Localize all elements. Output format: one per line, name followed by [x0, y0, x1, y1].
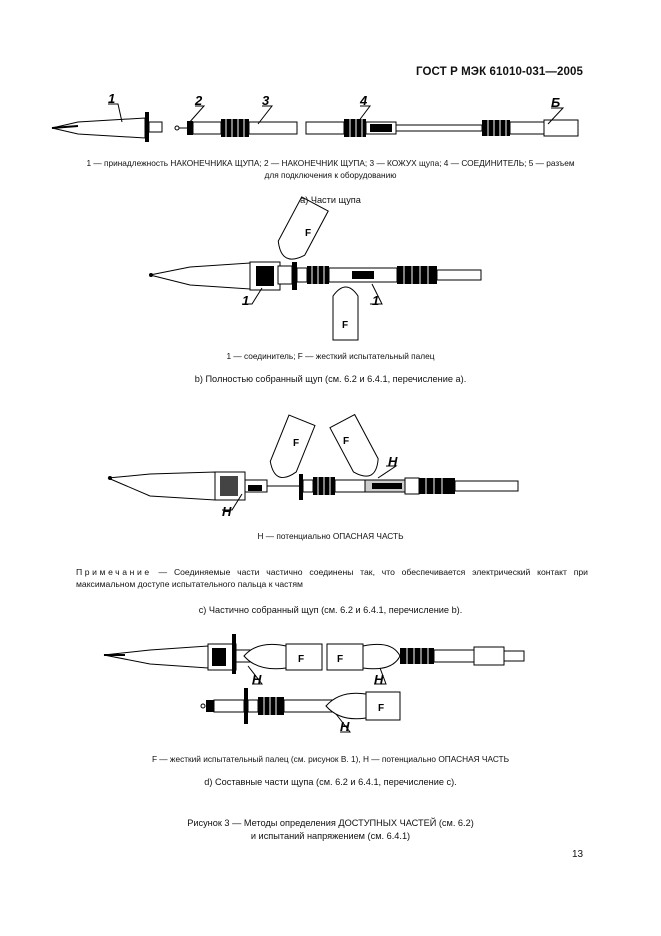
- figure-caption-line2: и испытаний напряжением (см. 6.4.1): [250, 831, 411, 841]
- legend-part-c: H — потенциально ОПАСНАЯ ЧАСТЬ: [257, 531, 404, 541]
- legend-part-d: F — жесткий испытательный палец (см. рисунок В. 1), H — потенциально ОПАСНАЯ ЧАСТЬ: [151, 754, 510, 764]
- finger-label-d-mid: F: [337, 654, 344, 665]
- legend-part-b: 1 — соединитель; F — жесткий испытательный палец: [226, 351, 435, 361]
- note-label: Примечание: [76, 567, 152, 577]
- legend-part-a-line1: 1 — принадлежность НАКОНЕЧНИКА ЩУПА; 2 — НАКОНЕЧНИК ЩУПА; 3 — КОЖУХ щупа; 4 — СОЕДИНИТЕЛЬ; 5 — разъем: [86, 158, 575, 168]
- callout-5: Б: [551, 95, 561, 110]
- subtitle-part-a: а) Части щупа: [300, 195, 361, 205]
- callout-2: 2: [195, 93, 203, 108]
- finger-label-d-bottom: F: [378, 703, 385, 714]
- finger-label-d-left: F: [298, 654, 305, 665]
- callout-c-h-right: H: [388, 454, 398, 469]
- callout-3: 3: [262, 93, 270, 108]
- finger-label-c-left: F: [293, 438, 300, 449]
- callout-c-h-left: H: [222, 504, 232, 519]
- callout-1: 1: [108, 91, 116, 106]
- callout-b-1-left: 1: [242, 293, 250, 308]
- callout-d-h-2: H: [374, 672, 384, 687]
- callout-d-h-1: H: [252, 672, 262, 687]
- note-text: — Соединяемые части частично соединены так, что обеспечивается электрический контакт при максимальном доступе испытательного пальца к частям: [76, 567, 588, 589]
- subtitle-part-b: b) Полностью собранный щуп (см. 6.2 и 6.4.1, перечисление а).: [194, 374, 467, 384]
- legend-part-a-line2: для подключения к оборудованию: [264, 170, 397, 180]
- standard-header: ГОСТ Р МЭК 61010-031—2005: [416, 66, 583, 78]
- test-finger-top: [273, 197, 328, 265]
- finger-label-top: F: [305, 228, 312, 239]
- callout-d-h-3: H: [340, 719, 350, 734]
- finger-label-c-right: F: [343, 436, 350, 447]
- page-number: 13: [572, 849, 584, 860]
- subtitle-part-c: c) Частично собранный щуп (см. 6.2 и 6.4.1, перечисление b).: [198, 605, 463, 615]
- note-paragraph: [76, 566, 588, 590]
- callout-4: 4: [360, 93, 368, 108]
- callout-b-1-right: 1: [372, 293, 380, 308]
- finger-label-bottom: F: [342, 320, 349, 331]
- figure-caption-line1: Рисунок 3 — Методы определения ДОСТУПНЫХ ЧАСТЕЙ (см. 6.2): [187, 818, 474, 828]
- subtitle-part-d: d) Составные части щупа (см. 6.2 и 6.4.1, перечисление с).: [204, 777, 457, 787]
